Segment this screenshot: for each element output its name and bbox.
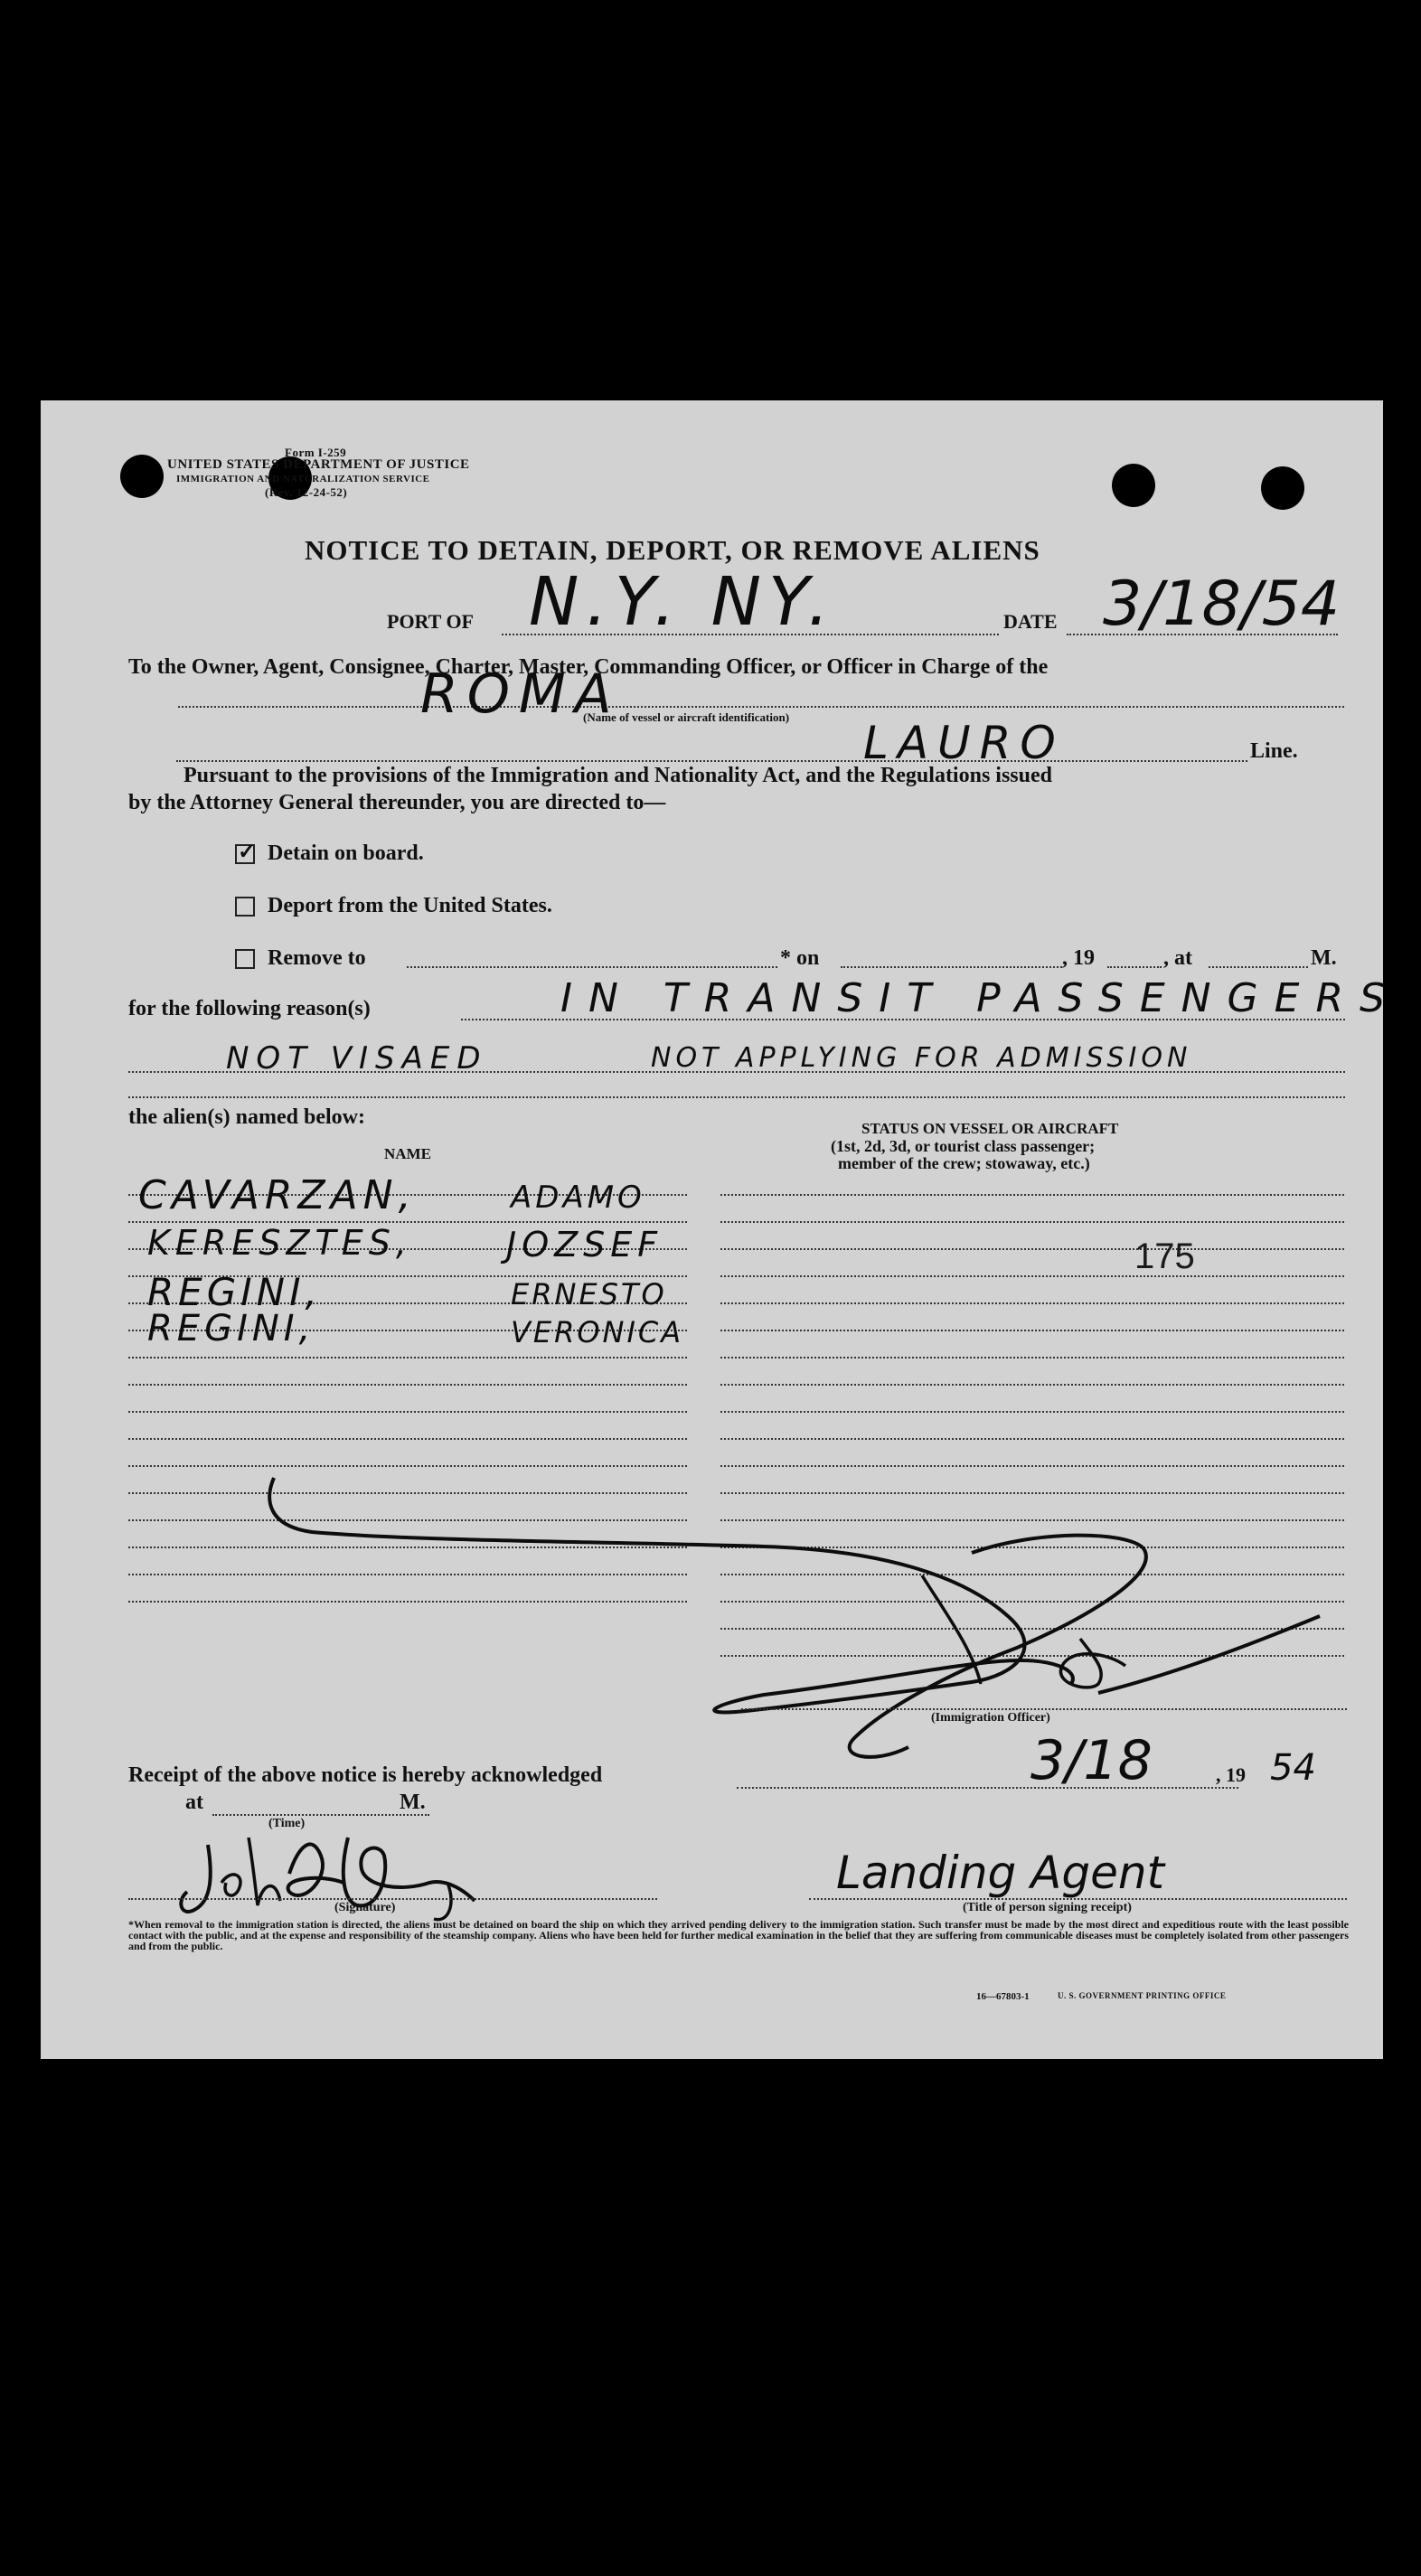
- remove-m-label: M.: [1311, 946, 1337, 970]
- remove-at-label: , at: [1163, 946, 1192, 970]
- port-label: PORT OF: [387, 610, 474, 633]
- pursuant-text: by the Attorney General thereunder, you are directed to—: [128, 791, 666, 814]
- receipt-at-label: at: [185, 1791, 203, 1814]
- remove-on-label: * on: [780, 946, 820, 970]
- date-value: 3/18/54: [1103, 569, 1341, 640]
- vessel-value: ROMA: [420, 663, 621, 726]
- status-header: member of the crew; stowaway, etc.): [838, 1154, 1090, 1172]
- printer: U. S. GOVERNMENT PRINTING OFFICE: [1058, 1991, 1227, 2000]
- reason-value: NOT VISAED: [226, 1040, 488, 1076]
- alien-given-name: JOZSEF: [506, 1225, 663, 1264]
- agency-name: UNITED STATES DEPARTMENT OF JUSTICE: [167, 457, 470, 472]
- agency-service: IMMIGRATION AND NATURALIZATION SERVICE: [176, 474, 430, 484]
- alien-surname: REGINI,: [147, 1308, 315, 1349]
- receipt-title-value: Landing Agent: [836, 1847, 1165, 1899]
- footnote: *When removal to the immigration station is directed, the aliens must be detained on board the ship on which they arrived pending delivery to the immigration station. Such transfer must be made by the most direct and expeditious route with the least possible contact with the public, and at the expense and responsibility of the steamship company. Aliens who have been held for further medical examination in the belief that they are suffering from communicable diseases must be completely isolated from other passengers and from the public.: [128, 1918, 1349, 1952]
- form-sheet: [41, 400, 1401, 2059]
- receipt-year-label: , 19: [1216, 1763, 1246, 1786]
- receipt-text: Receipt of the above notice is hereby acknowledged: [128, 1763, 603, 1787]
- officer-line: [741, 1706, 1347, 1710]
- alien-surname: KERESZTES,: [147, 1223, 412, 1263]
- pursuant-text: Pursuant to the provisions of the Immigration and Nationality Act, and the Regulations issued: [184, 764, 1052, 787]
- name-header: NAME: [384, 1145, 431, 1162]
- status-header: STATUS ON VESSEL OR AIRCRAFT: [861, 1120, 1119, 1137]
- receipt-date-line: [737, 1787, 1238, 1789]
- addressee-text: To the Owner, Agent, Consignee, Charter, Master, Commanding Officer, or Officer in Charge of the: [128, 655, 1049, 679]
- alien-given-name: ERNESTO: [511, 1277, 667, 1312]
- line-suffix: Line.: [1250, 739, 1298, 763]
- signature-line: [128, 1896, 657, 1900]
- title-caption: (Title of person signing receipt): [963, 1901, 1132, 1914]
- option-label: Detain on board.: [268, 841, 424, 865]
- officer-signature: [41, 400, 1383, 2059]
- reason-value: IN TRANSIT PASSENGERS: [560, 975, 1401, 1021]
- receipt-year-value: 54: [1270, 1747, 1316, 1789]
- remove-year-label: , 19: [1062, 946, 1095, 970]
- check-mark-icon: ✓: [238, 841, 257, 865]
- receipt-time-line: [212, 1814, 429, 1816]
- status-note: 175: [1134, 1236, 1195, 1276]
- status-header: (1st, 2d, 3d, or tourist class passenger;: [831, 1137, 1096, 1155]
- alien-surname: REGINI,: [147, 1270, 322, 1314]
- alien-given-name: VERONICA: [511, 1315, 684, 1349]
- port-value: N.Y. NY.: [529, 563, 837, 641]
- form-revision: (Rev. 12-24-52): [265, 485, 348, 499]
- reason-label: for the following reason(s): [128, 997, 371, 1020]
- date-label: DATE: [1003, 610, 1058, 633]
- title-line: [809, 1896, 1347, 1900]
- signature-caption: (Signature): [334, 1901, 396, 1914]
- officer-caption: (Immigration Officer): [931, 1711, 1050, 1725]
- option-label: Deport from the United States.: [268, 894, 552, 917]
- receipt-date-value: 3/18: [1030, 1729, 1153, 1792]
- alien-surname: CAVARZAN,: [138, 1172, 417, 1218]
- receipt-m-label: M.: [400, 1791, 426, 1814]
- line-value: LAURO: [863, 717, 1065, 769]
- print-code: 16—67803-1: [976, 1991, 1030, 2002]
- page-title: NOTICE TO DETAIN, DEPORT, OR REMOVE ALIENS: [305, 534, 1040, 566]
- option-label: Remove to: [268, 946, 366, 970]
- reason-value: NOT APPLYING FOR ADMISSION: [651, 1042, 1192, 1074]
- form-number: Form I-259: [285, 446, 347, 459]
- alien-given-name: ADAMO: [511, 1180, 645, 1216]
- time-caption: (Time): [268, 1817, 306, 1830]
- aliens-intro: the alien(s) named below:: [128, 1105, 365, 1129]
- vessel-caption: (Name of vessel or aircraft identification): [583, 710, 790, 724]
